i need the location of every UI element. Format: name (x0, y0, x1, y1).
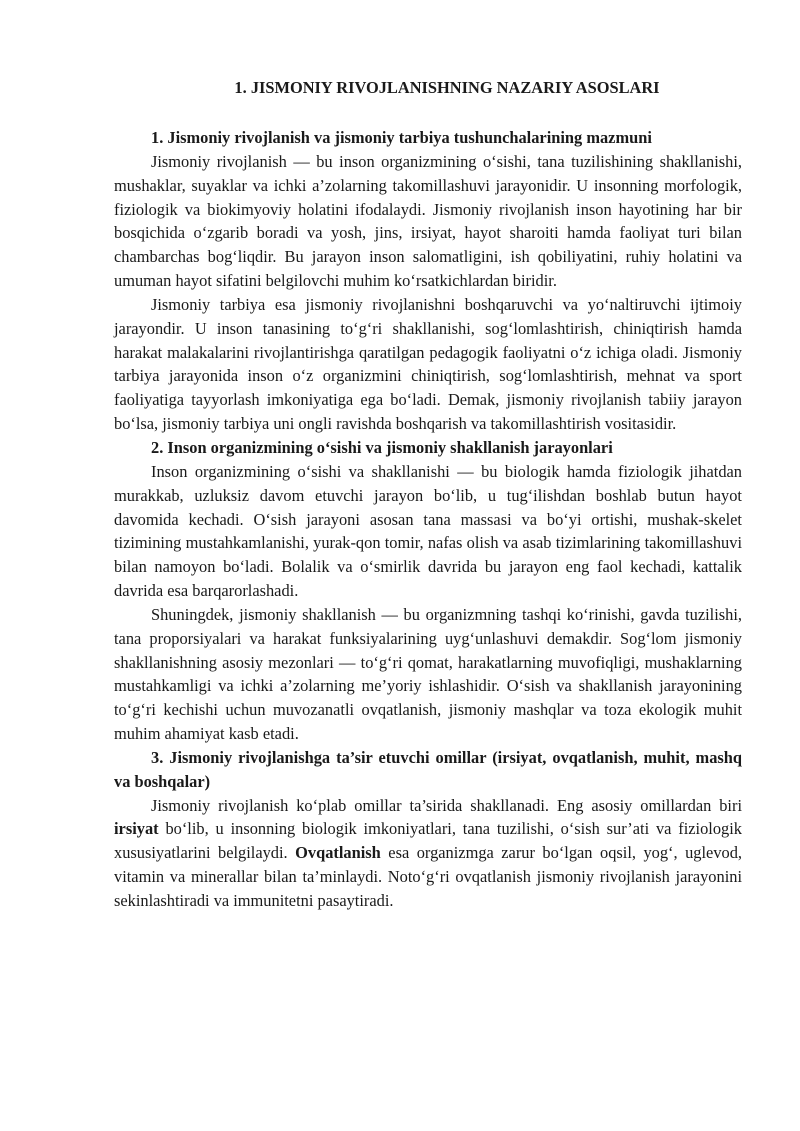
section-3-heading: 3. Jismoniy rivojlanishga ta’sir etuvchi omillar (irsiyat, ovqatlanish, muhit, mashq va boshqalar) (114, 747, 742, 791)
section-2-heading: 2. Inson organizmining o‘sishi va jismoniy shakllanish jarayonlari (151, 437, 613, 457)
section-2-paragraph-2: Shuningdek, jismoniy shakllanish — bu organizmning tashqi ko‘rinishi, gavda tuzilishi, tana proporsiyalari va harakat funksiyalarining uyg‘unlashuvi demakdir. Sog‘lom jismoniy shakllanishning asosiy mezonlari — to‘g‘ri qomat, harakatlarning muvofiqligi, mushaklarning mustahkamligi va ichki a’zolarning me’yoriy ishlashidir. O‘sish va shakllanish jarayonining to‘g‘ri kechishi uchun muvozanatli ovqatlanish, jismoniy mashqlar va toza ekologik muhit muhim ahamiyat kasb etadi. (114, 604, 742, 744)
term-irsiyat: irsiyat (114, 819, 159, 839)
section-1-heading: 1. Jismoniy rivojlanish va jismoniy tarbiya tushunchalarining mazmuni (151, 128, 652, 147)
paragraph-text: bo‘lib, u insonning biologik imkoniyatlari, tana tuzilishi, o‘sish sur’ati va fiziologik xususiyatlarini belgilaydi. (114, 819, 742, 863)
section-1-paragraph-2: Jismoniy tarbiya esa jismoniy rivojlanishni boshqaruvchi va yo‘naltiruvchi ijtimoiy jarayondir. U inson tanasining to‘g‘ri shakllanishi, sog‘lomlashtirish, chiniqtirish hamda harakat malakalarini rivojlantirishga qaratilgan pedagogik faoliyatni o‘z ichiga oladi. Jismoniy tarbiya jarayonida inson o‘z organizmini chiniqtirish, sog‘lomlashtirish, mehnat va sport faoliyatiga tayyorlash imkoniyatiga ega bo‘ladi. Demak, jismoniy rivojlanish tabiiy jarayon bo‘lsa, jismoniy tarbiya uni ongli ravishda boshqarish va takomillashtirish vositasidir. (114, 294, 742, 434)
paragraph-text: Jismoniy rivojlanish ko‘plab omillar ta’sirida shakllanadi. Eng asosiy omillardan biri (151, 795, 742, 815)
term-ovqatlanish: Ovqatlanish (295, 843, 381, 863)
section-2-paragraph-1: Inson organizmining o‘sishi va shakllanishi — bu biologik hamda fiziologik jihatdan murakkab, uzluksiz davom etuvchi jarayon bo‘lib, u tug‘ilishdan boshlab butun hayot davomida kechadi. O‘sish jarayoni asosan tana massasi va bo‘yi ortishi, mushak-skelet tizimining mustahkamlanishi, yurak-qon tomir, nafas olish va asab tizimlarining takomillashuvi bilan namoyon bo‘ladi. Bolalik va o‘smirlik davrida bu jarayon eng faol kechadi, kattalik davrida esa barqarorlashadi. (114, 461, 742, 601)
document-title: 1. JISMONIY RIVOJLANISHNING NAZARIY ASOSLARI (234, 78, 660, 97)
paragraph-text: esa organizmga zarur bo‘lgan oqsil, yog‘, uglevod, vitamin va minerallar bilan ta’minlaydi. Noto‘g‘ri ovqatlanish jismoniy rivojlanish jarayonini sekinlashtiradi va immunitetni pasaytiradi. (114, 843, 743, 910)
section-3-paragraph-1 (114, 794, 742, 913)
document-page (114, 76, 742, 913)
section-1-paragraph-1: Jismoniy rivojlanish — bu inson organizmining o‘sishi, tana tuzilishining shakllanishi, mushaklar, suyaklar va ichki a’zolarning takomillashuvi jarayonidir. U insonning morfologik, fiziologik va biokimyoviy holatini ifodalaydi. Jismoniy rivojlanish inson hayotining har bir bosqichida o‘zgarib boradi va yosh, jins, irsiyat, hayot sharoiti hamda faoliyat turi bilan chambarchas bog‘liqdir. Bu jarayon inson salomatligini, ish qobiliyatini, ruhiy holatini va umuman hayot sifatini belgilovchi muhim ko‘rsatkichlardan biridir. (114, 151, 742, 291)
